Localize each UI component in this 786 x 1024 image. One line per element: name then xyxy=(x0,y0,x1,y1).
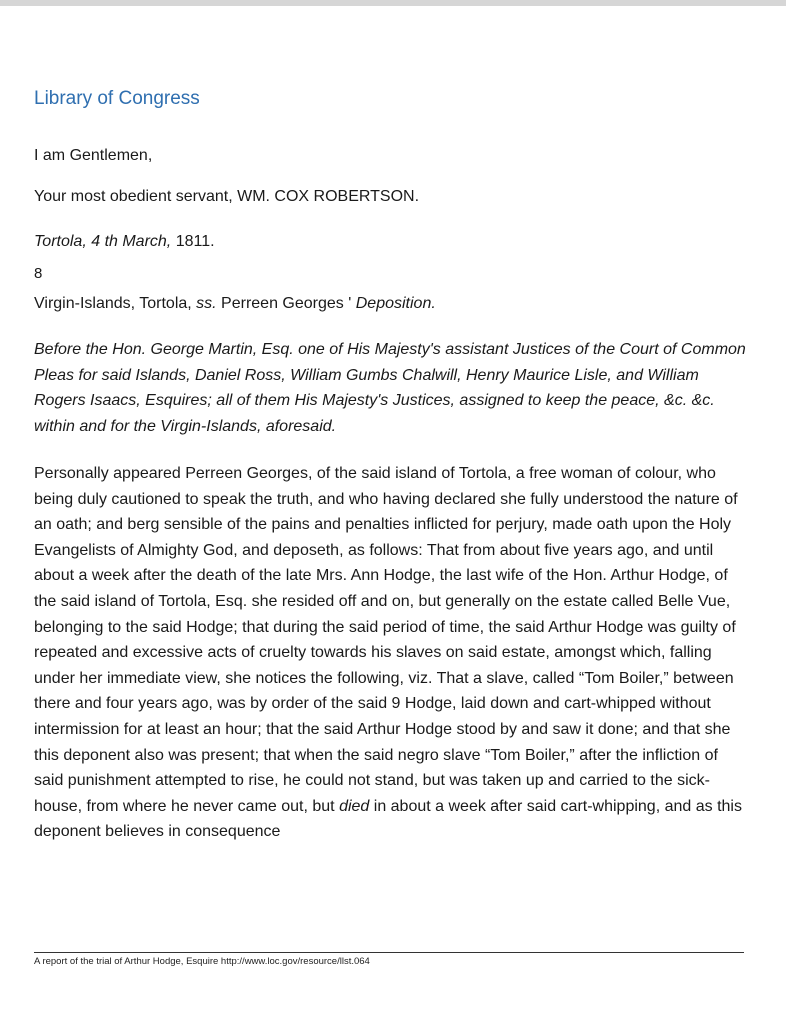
dateline-place: Tortola, 4 th March, xyxy=(34,233,172,250)
closing-signature: Your most obedient servant, WM. COX ROBERTSON. xyxy=(34,188,420,205)
deposition-title xyxy=(34,292,436,316)
dateline xyxy=(34,230,215,254)
top-bar xyxy=(0,0,786,6)
footer-rule xyxy=(34,952,744,953)
page-number: 8 xyxy=(34,265,43,282)
deposition-title-prefix: Virgin-Islands, Tortola, xyxy=(34,295,197,312)
footer-citation: A report of the trial of Arthur Hodge, Esquire http://www.loc.gov/resource/llst.064 xyxy=(34,956,370,967)
deposition-title-name: Perreen Georges ' xyxy=(216,295,356,312)
body-text-part1: Personally appeared Perreen Georges, of the said island of Tortola, a free woman of colour, who being duly cautioned to speak the truth, and who having declared she fully understood the nature of an oath; and berg sensible of the pains and penalties inflicted for perjury, made oath upon the Holy Evangelists of Almighty God, and deposeth, as follows: That from about five years ago, and until about a week after the death of the late Mrs. Ann Hodge, the last wife of the Hon. Arthur Hodge, of the said island of Tortola, Esq. she resided off and on, but generally on the estate called Belle Vue, belonging to the said Hodge; that during the said period of time, the said Arthur Hodge was guilty of repeated and excessive acts of cruelty towards his slaves on said estate, amongst which, falling under her immediate view, she notices the following, viz. That a slave, called “Tom Boiler,” between there and four years ago, was by order of the said 9 Hodge, laid down and cart-whipped without intermission for at least an hour; that the said Arthur Hodge stood by and saw it done; and that she this deponent also was present; that when the said negro slave “Tom Boiler,” after the infliction of said punishment attempted to rise, he could not stand, but was taken up and carried to the sick-house, from where he never came out, but xyxy=(34,465,738,815)
body-paragraph xyxy=(34,461,749,845)
preamble-paragraph: Before the Hon. George Martin, Esq. one of His Majesty's assistant Justices of the Court of Common Pleas for said Islands, Daniel Ross, William Gumbs Chalwill, Henry Maurice Lisle, and William Rogers Isaacs, Esquires; all of them His Majesty's Justices, assigned to keep the peace, &c. &c. within and for the Virgin-Islands, aforesaid. xyxy=(34,341,746,435)
page-header-title: Library of Congress xyxy=(34,88,200,109)
deposition-title-ss: ss. xyxy=(196,295,217,312)
body-italic-word: died xyxy=(339,797,370,815)
dateline-year: 1811. xyxy=(171,233,215,250)
deposition-title-label: Deposition. xyxy=(355,295,436,312)
closing-salutation: I am Gentlemen, xyxy=(34,147,153,164)
body-text-part2: in about a week after said cart-whipping, and as this deponent believes in consequence xyxy=(34,797,742,841)
